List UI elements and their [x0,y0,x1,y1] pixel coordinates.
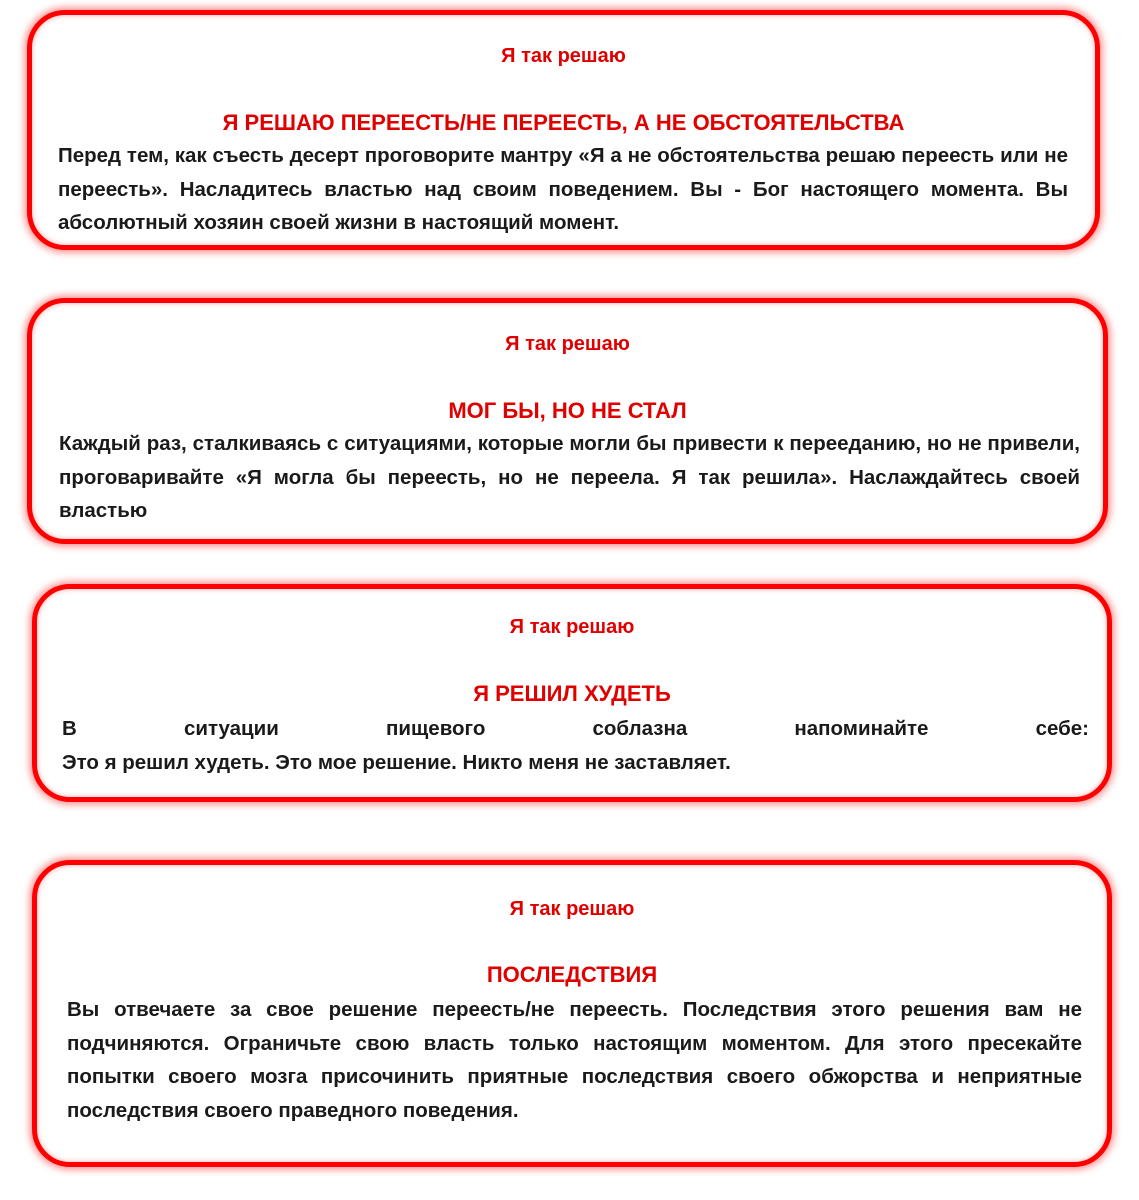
card-body-line: В ситуации пищевого соблазна напоминайте себе: [62,717,1089,740]
card-body: Вы отвечаете за свое решение переесть/не переесть. Последствия этого решения вам не подчиняются. Ограничьте свою власть только настоящим моментом. Для этого пресекайте попытки своего мозга присочинить приятные последствия своего обжорства и неприятные последствия своего праведного поведения. [67,998,1082,1122]
card-body-line: Это я решил худеть. Это мое решение. Никто меня не заставляет. [62,750,731,774]
card-heading: ПОСЛЕДСТВИЯ [486,962,658,987]
card-body [62,712,1089,779]
card-label: Я так решаю [509,898,635,920]
card-label: Я так решаю [509,616,635,638]
card-body: Перед тем, как съесть десерт проговорите мантру «Я а не обстоятельства решаю переесть или не переесть». Насладитесь властью над своим поведением. Вы - Бог настоящего момента. Вы абсолютный хозяин своей жизни в настоящий момент. [58,144,1068,234]
card-body: Каждый раз, сталкиваясь с ситуациями, которые могли бы привести к перееданию, но не привели, проговаривайте «Я могла бы переесть, но не переела. Я так решила». Наслаждайтесь своей властью [59,432,1080,522]
card-decided-to-lose-weight [32,584,1112,802]
card-label: Я так решаю [501,45,626,67]
card-heading: МОГ БЫ, НО НЕ СТАЛ [448,398,687,423]
card-heading: Я РЕШАЮ ПЕРЕЕСТЬ/НЕ ПЕРЕЕСТЬ, А НЕ ОБСТОЯТЕЛЬСТВА [222,110,905,135]
card-overeat-decision [27,10,1100,250]
card-consequences [32,860,1112,1167]
card-heading: Я РЕШИЛ ХУДЕТЬ [473,681,671,706]
card-label: Я так решаю [505,333,630,355]
card-could-but-did-not [27,298,1108,544]
